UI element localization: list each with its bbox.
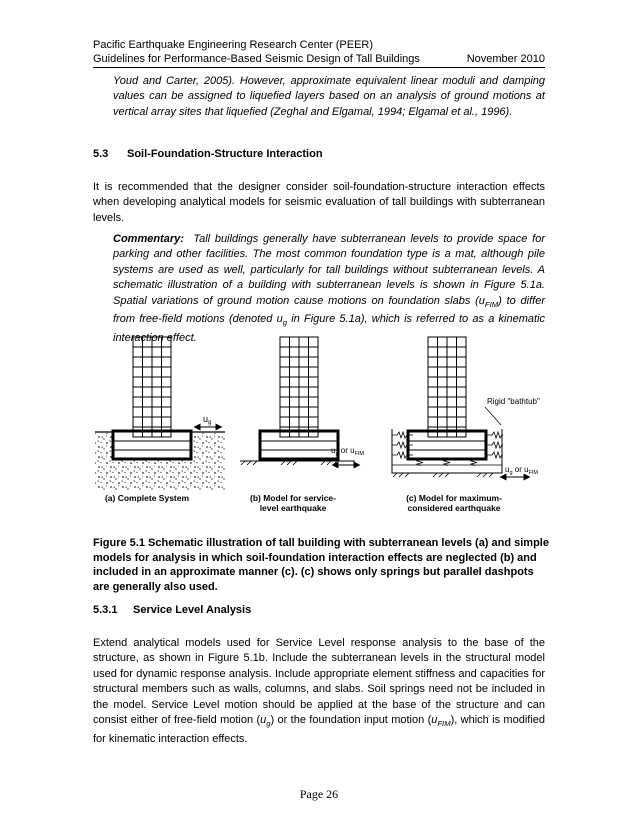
commentary-sub-fim: FIM: [484, 299, 499, 309]
label-ug-a: $u_g$: [203, 414, 212, 426]
figure-panel-b: [240, 337, 364, 465]
spring-icon: [392, 432, 413, 438]
commentary-text-c: in Figure 5.1a), which is referred to as a kinematic interaction effect.: [113, 313, 545, 344]
panel-a-label: (a) Complete System: [104, 493, 190, 503]
spring-icon: [392, 452, 413, 458]
body-ufim-sub: FIM: [437, 719, 451, 729]
figure-caption: Figure 5.1 Schematic illustration of tall building with subterranean levels (a) and simple models for analysis in which soil-foundation interaction effects are neglected (b) and included in an approximate manner (c). (c) shows only springs but parallel dashpots are generally also used.: [93, 537, 549, 593]
header-title-row: [93, 52, 545, 66]
section-5-3-title: Soil-Foundation-Structure Interaction: [127, 148, 323, 160]
body-ufim: u: [431, 714, 438, 727]
panel-b-label-line1: (b) Model for service-: [250, 493, 336, 503]
section-5-3-number: 5.3: [93, 148, 109, 160]
label-ug-ufim-c: $u_g$ or $u_{FIM}$: [505, 465, 539, 476]
figure-panel-a: [95, 337, 225, 490]
commentary-label: Commentary:: [113, 233, 184, 245]
section-5-3-1-heading: [93, 604, 251, 616]
commentary-sub-g: g: [282, 318, 288, 328]
commentary-text-a: Tall buildings generally have subterranean levels to provide space for parking and other facilities. The most common foundation type is a mat, although pile systems are used as well, particularly for tall buildings without subterranean levels. A schematic illustration of a building with subterranean levels is shown in Figure 5.1a. Spatial variations of ground motion cause motions on foundation slabs (u: [113, 233, 545, 307]
intro-commentary: Youd and Carter, 2005). However, approximate equivalent linear moduli and damping values can be assigned to liquefied layers based on an analysis of ground motions at vertical array sites that liquefied (Zeghal and Elgamal, 1994; Elgamal et al., 1996).: [113, 75, 545, 118]
header-date: November 2010: [466, 53, 545, 65]
label-ug-ufim-b: $u_g$ or $u_{FIM}$: [331, 446, 365, 457]
section-5-3-body: It is recommended that the designer consider soil-foundation-structure interaction effects when developing analytical models for seismic evaluation of tall buildings with subterranean levels.: [93, 181, 545, 224]
body-ug-sub: g: [266, 719, 271, 729]
label-rigid-bathtub: Rigid "bathtub": [487, 397, 540, 406]
section-5-3-1-body: [93, 636, 545, 747]
spring-icon: [486, 442, 503, 448]
header-doc-title: Guidelines for Performance-Based Seismic Design of Tall Buildings: [93, 53, 420, 65]
header-org: Pacific Earthquake Engineering Research Center (PEER): [93, 39, 374, 51]
spring-icon: [486, 452, 503, 458]
commentary-text-b: ) to differ from free-field motions (denoted u: [113, 294, 545, 326]
section-5-3-heading: [93, 148, 323, 160]
body-text-a: Extend analytical models used for Service Level response analysis to the base of the structure, as shown in Figure 5.1b. Include the subterranean levels in the structural model used for dynamic response analysis. Include appropriate element stiffness and capacities for structural members such as walls, columns, and slabs. Soil springs need not be included in the model. Service Level motion should be applied at the base of the structure and can consist either of free-field motion (: [93, 637, 545, 727]
section-5-3-1-number: 5.3.1: [93, 604, 118, 616]
panel-c-label: [394, 493, 514, 513]
figure-panel-c: [392, 337, 540, 477]
panel-c-label-line1: (c) Model for maximum-: [406, 493, 502, 503]
panel-c-label-line2: considered earthquake: [407, 503, 501, 513]
section-5-3-1-title: Service Level Analysis: [133, 604, 252, 616]
spring-icon: [486, 432, 503, 438]
panel-b-label: [238, 493, 348, 513]
page-number: Page 26: [299, 787, 339, 801]
body-text-b: ) or the foundation input motion (: [270, 714, 432, 727]
panel-b-label-line2: level earthquake: [259, 503, 327, 513]
spring-icon: [392, 442, 413, 448]
body-text-c: ), which is modified for kinematic interaction effects.: [93, 714, 545, 745]
header-rule: [93, 67, 545, 68]
body-ug: u: [260, 714, 267, 727]
